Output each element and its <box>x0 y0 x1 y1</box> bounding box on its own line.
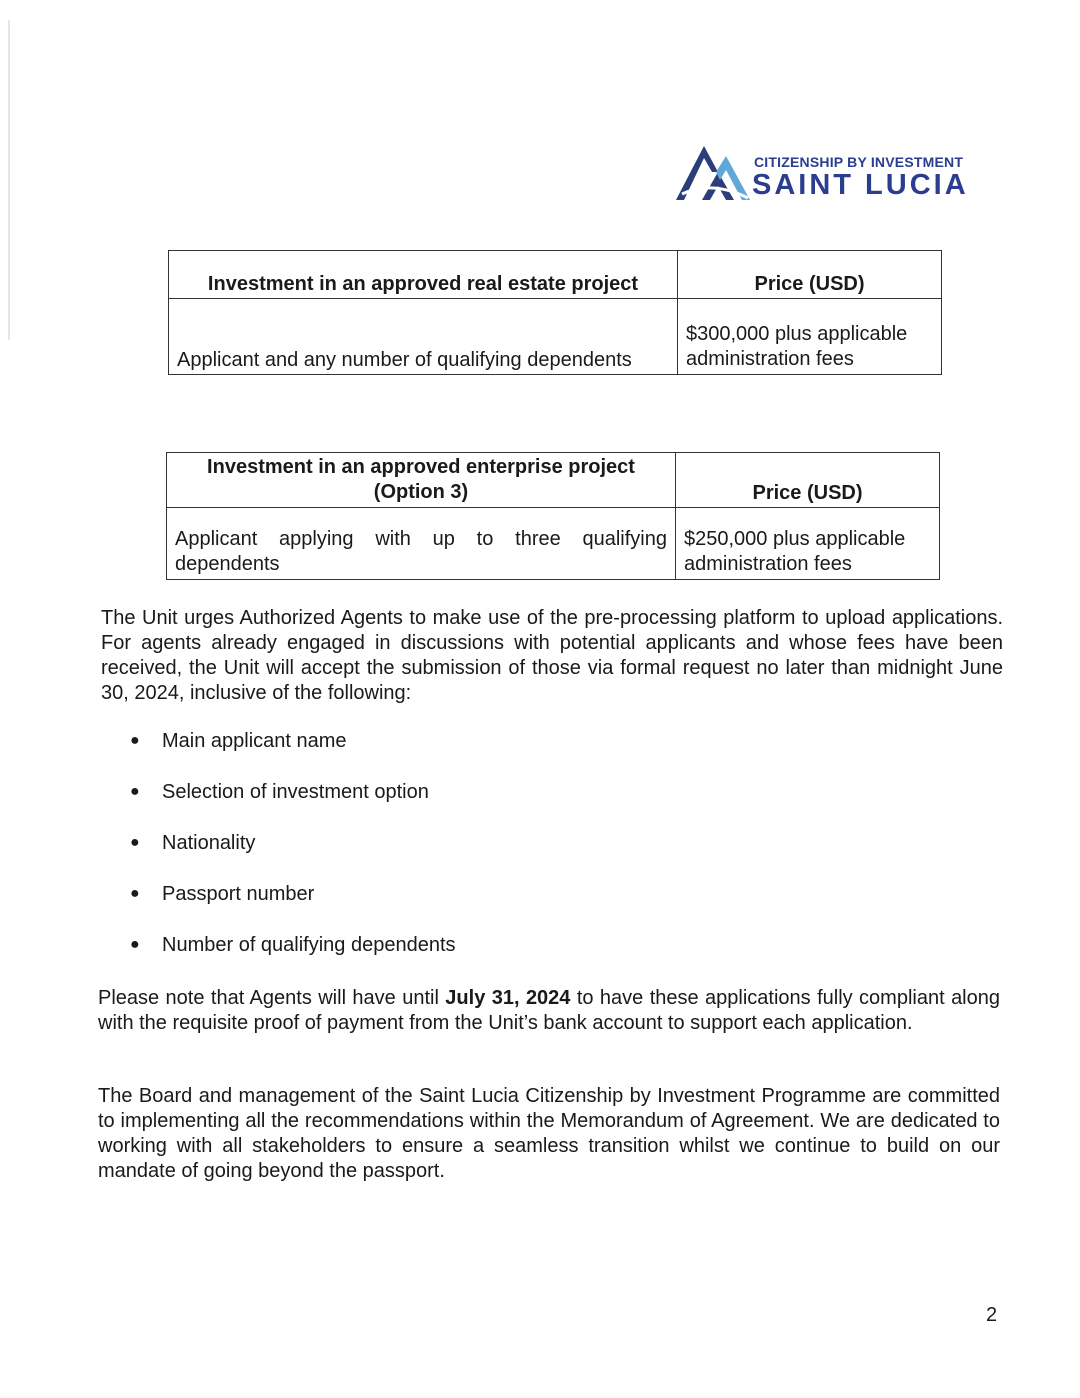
list-item: ● Selection of investment option <box>130 779 456 830</box>
deadline-date: July 31, 2024 <box>445 987 571 1009</box>
bullet-icon: ● <box>130 936 140 953</box>
cbi-logo <box>672 142 992 204</box>
logo-tagline: CITIZENSHIP BY INVESTMENT <box>754 154 964 170</box>
page-number: 2 <box>986 1304 998 1326</box>
table-header-price: Price (USD) <box>676 453 940 508</box>
bullet-icon: ● <box>130 732 140 749</box>
list-item: ● Number of qualifying dependents <box>130 932 456 983</box>
bullet-icon: ● <box>130 885 140 902</box>
table-header-price: Price (USD) <box>678 251 942 299</box>
table-cell-applicant: Applicant and any number of qualifying dependents <box>169 299 678 375</box>
real-estate-price-table <box>168 250 942 375</box>
list-item: ● Passport number <box>130 881 456 932</box>
scan-edge <box>8 20 10 340</box>
list-item: ● Main applicant name <box>130 728 456 779</box>
table-cell-price: $250,000 plus applicable administration fees <box>676 508 940 580</box>
table-header-investment: Investment in an approved enterprise project (Option 3) <box>167 453 676 508</box>
paragraph-submission: The Unit urges Authorized Agents to make use of the pre-processing platform to upload applications. For agents already engaged in discussions with potential applicants and whose fees have been received, the Unit will accept the submission of those via formal request no later than midnight June 30, 2024, inclusive of the following: <box>101 607 1003 704</box>
logo-title: SAINT LUCIA <box>752 169 969 201</box>
bullet-icon: ● <box>130 783 140 800</box>
paragraph-commitment: The Board and management of the Saint Lucia Citizenship by Investment Programme are committed to implementing all the recommendations within the Memorandum of Agreement. We are dedicated to working with all stakeholders to ensure a seamless transition whilst we continue to build on our mandate of going beyond the passport. <box>98 1085 1000 1182</box>
table-cell-price: $300,000 plus applicable administration fees <box>678 299 942 375</box>
list-item: ● Nationality <box>130 830 456 881</box>
requirements-list <box>130 728 456 983</box>
paragraph-deadline: Please note that Agents will have until July 31, 2024 to have these applications fully compliant along with the requisite proof of payment from the Unit’s bank account to support each application. <box>98 987 1000 1034</box>
table-header-investment: Investment in an approved real estate project <box>169 251 678 299</box>
bullet-icon: ● <box>130 834 140 851</box>
enterprise-price-table <box>166 452 940 580</box>
mountain-logo-icon <box>672 142 752 204</box>
table-cell-applicant: Applicant applying with up to three qualifying dependents <box>167 508 676 580</box>
